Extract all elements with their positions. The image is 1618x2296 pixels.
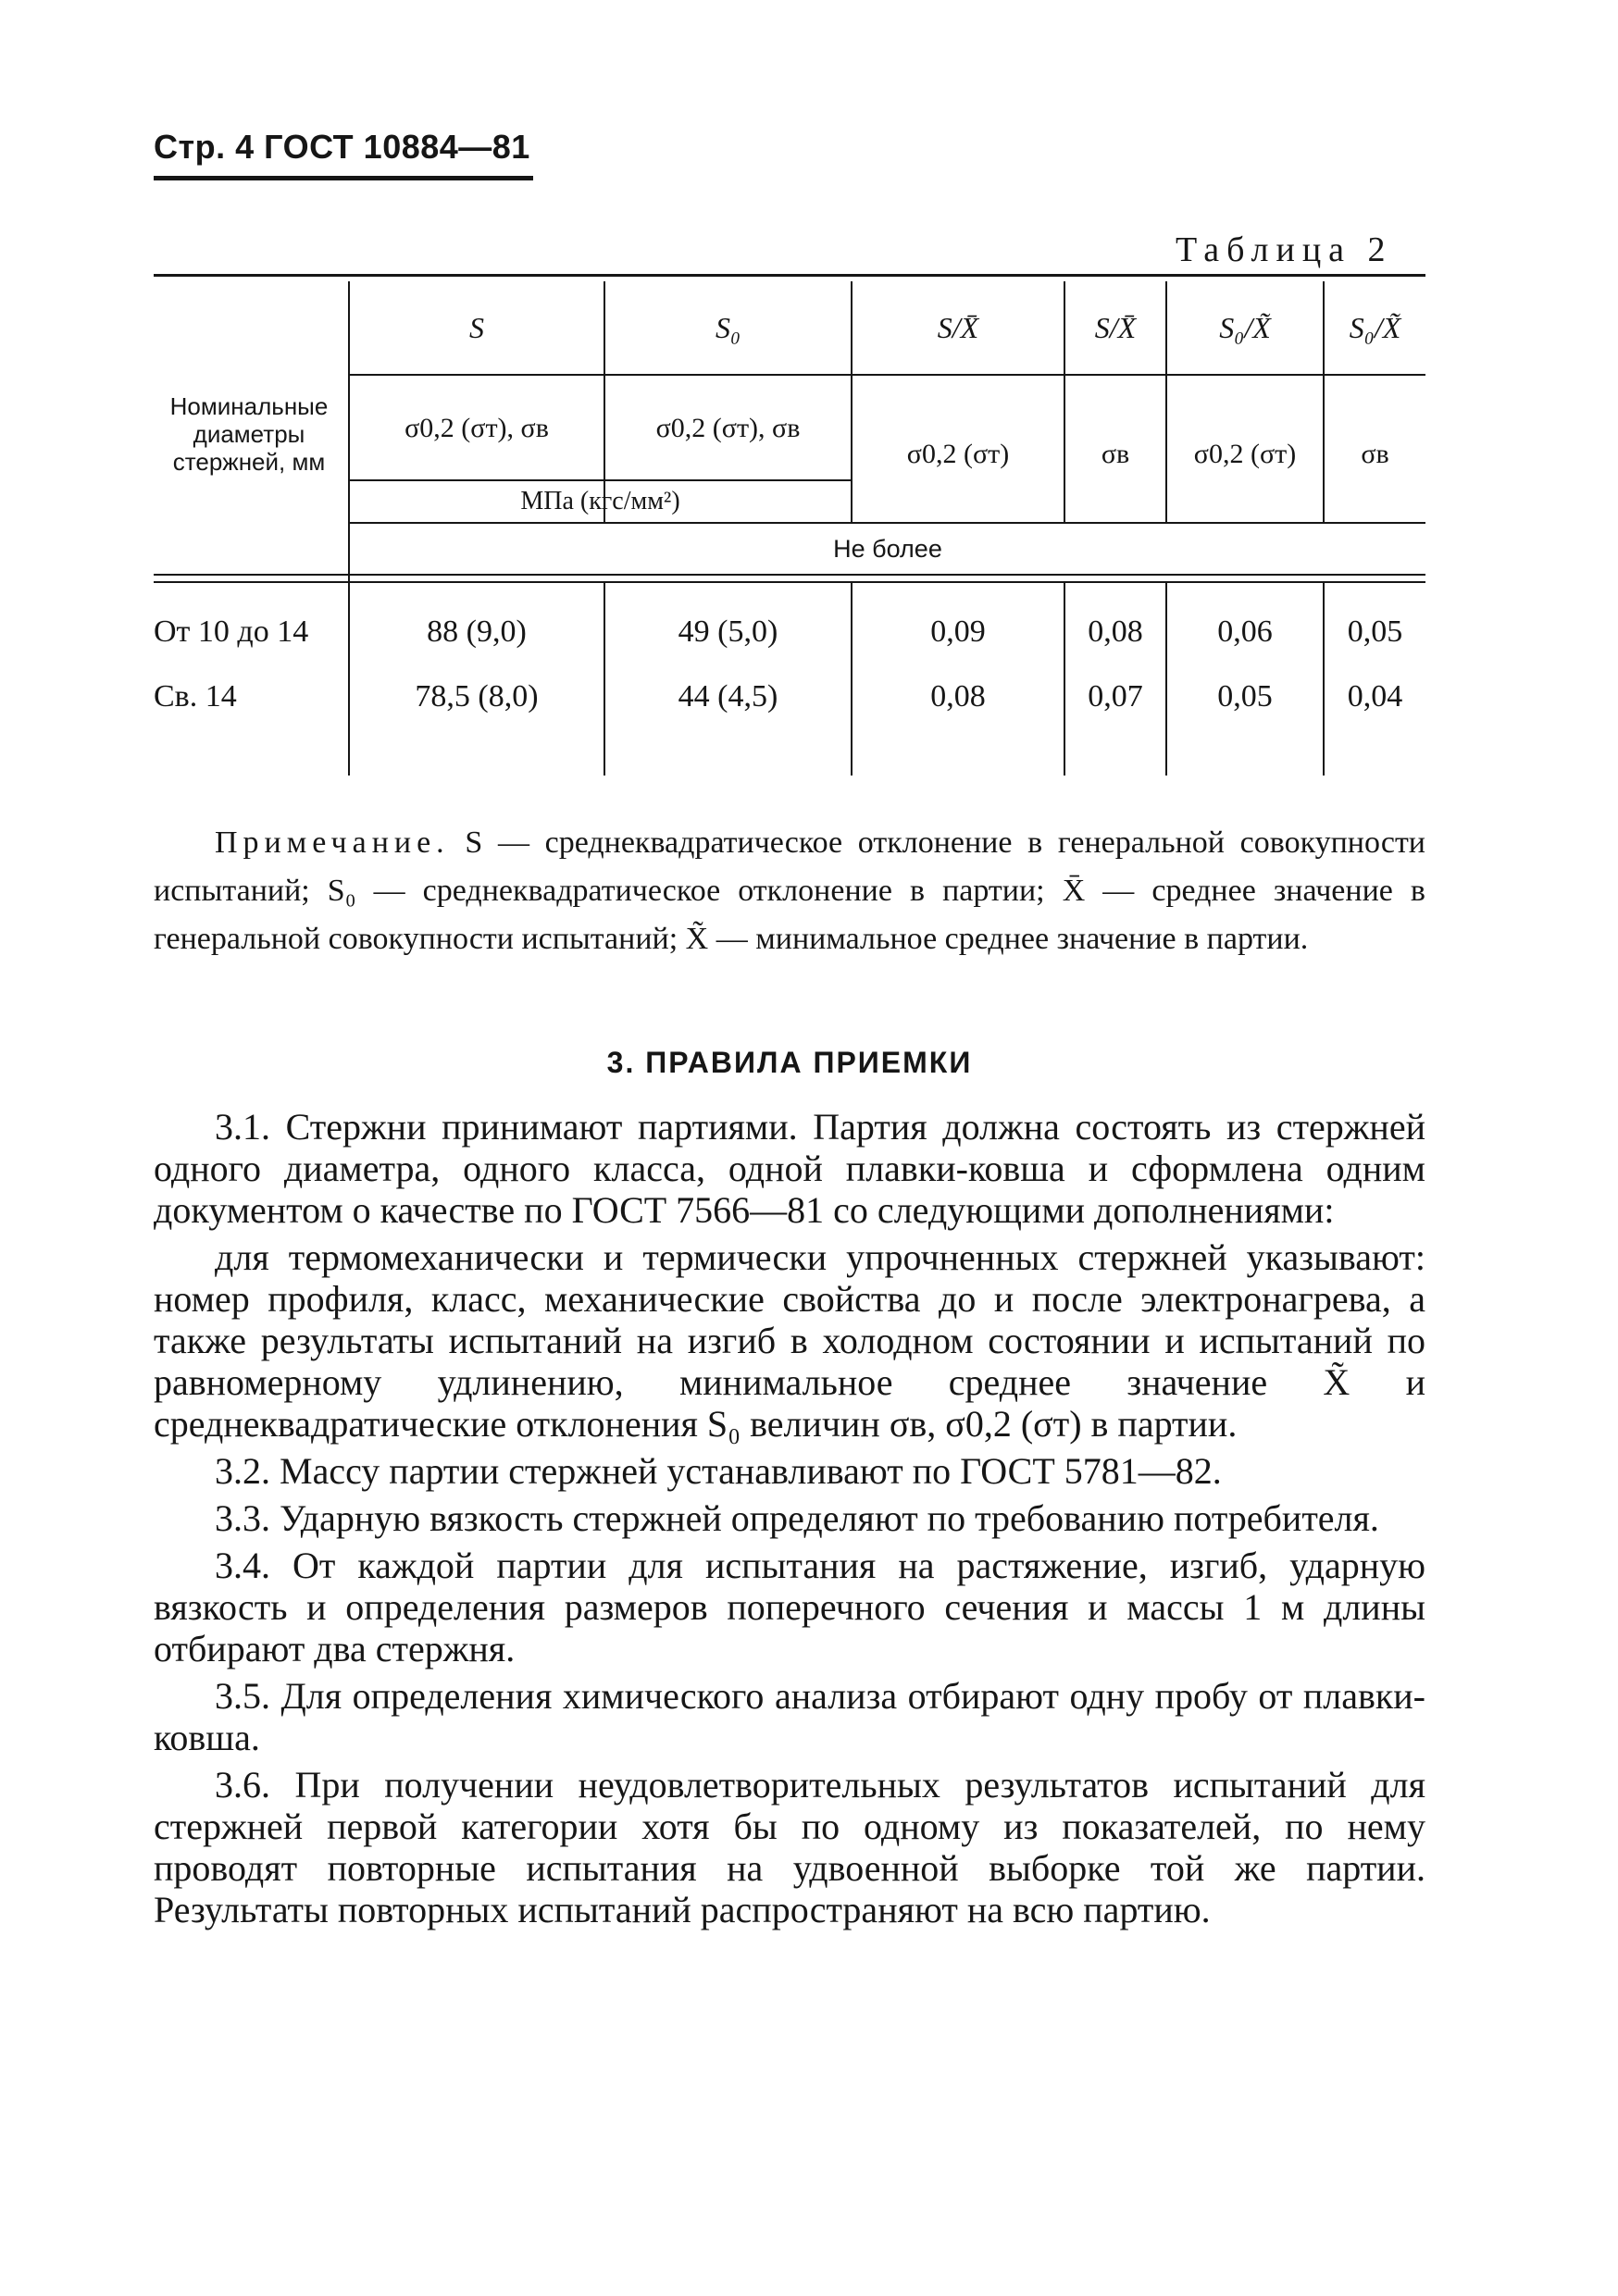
column-header: S₀/X̃ (1219, 311, 1271, 344)
table-row-label: От 10 до 14 (154, 614, 309, 649)
section-title: 3. ПРАВИЛА ПРИЕМКИ (606, 1046, 973, 1079)
paragraph: 3.4. От каждой партии для испытания на растяжение, изгиб, ударную вязкость и определения размеров поперечного сечения и массы 1 м длины отбирают два стержня. (154, 1545, 1425, 1669)
table-cell: 0,06 (1217, 614, 1273, 649)
table-cell: 0,04 (1347, 679, 1403, 714)
table-cell: 0,08 (930, 679, 986, 714)
column-header: S/X̄ (1094, 311, 1137, 344)
header-bottom-rule-1 (154, 574, 1425, 576)
column-subheader: σ0,2 (σт), σв (404, 413, 549, 443)
column-rule (1165, 581, 1167, 776)
data-table (154, 274, 1425, 783)
column-subheader: σ0,2 (σт) (1193, 439, 1297, 469)
header-bottom-rule-2 (154, 581, 1425, 583)
column-subheader: σ0,2 (σт), σв (655, 413, 801, 443)
table-cell: 78,5 (8,0) (415, 679, 539, 714)
table-cell: 0,05 (1347, 614, 1403, 649)
table-note (154, 819, 1425, 963)
table-cell: 49 (5,0) (678, 614, 778, 649)
table-cell: 44 (4,5) (678, 679, 778, 714)
paragraph: 3.6. При получении неудовлетворительных результатов испытаний для стержней первой категории хотя бы по одному из показателей, по нему проводят повторные испытания на удвоенной выборке той же партии. Результаты повторных испытаний распространяют на всю партию. (154, 1764, 1425, 1930)
column-header: S₀ (715, 311, 741, 344)
table-cell: 0,07 (1088, 679, 1143, 714)
column-rule (604, 581, 605, 776)
subheader-row-rule (348, 479, 851, 481)
column-subheader: σв (1101, 439, 1130, 469)
paragraph: для термомеханически и термически упрочненных стержней указывают: номер профиля, класс, механические свойства до и после электронагрева, а также результаты испытаний на изгиб в холодном состоянии и испытаний по равномерному удлинению, минимальное среднее значение X̃ и среднеквадратические отклонения S₀ величин σв, σ0,2 (σт) в партии. (154, 1236, 1425, 1445)
column-header: S/X̄ (937, 311, 979, 344)
paragraph: 3.3. Ударную вязкость стержней определяют по требованию потребителя. (215, 1497, 1379, 1539)
table-cell: 88 (9,0) (427, 614, 527, 649)
column-rule (1323, 581, 1325, 776)
column-header: S (469, 311, 484, 344)
page-header: Стр. 4 ГОСТ 10884—81 (154, 128, 530, 166)
note-text: S — среднеквадратическое отклонение в генеральной совокупности испытаний; S₀ — среднеквадратическое отклонение в партии; X̄ — среднее значение в генеральной совокупности испытаний; X̃ — минимальное среднее значение в партии. (154, 825, 1425, 956)
limit-label: Не более (833, 535, 942, 563)
paragraph: 3.5. Для определения химического анализа отбирают одну пробу от плавки-ковша. (154, 1675, 1425, 1758)
table-cell: 0,08 (1088, 614, 1143, 649)
note-label: Примечание. (215, 825, 450, 860)
table-cell: 0,09 (930, 614, 986, 649)
table-row-label: Св. 14 (154, 679, 237, 714)
table-cell: 0,05 (1217, 679, 1273, 714)
column-rule (1064, 581, 1065, 776)
column-subheader: σв (1361, 439, 1389, 469)
column-rule (851, 581, 853, 776)
units-row-rule (348, 522, 1425, 524)
table-caption: Таблица 2 (1176, 230, 1393, 269)
column-subheader: σ0,2 (σт) (906, 439, 1010, 469)
header-row-rule (348, 374, 1425, 376)
units-label: МПа (кгс/мм²) (520, 487, 680, 515)
column-header: S₀/X̃ (1349, 311, 1401, 344)
paragraph: 3.1. Стержни принимают партиями. Партия должна состоять из стержней одного диаметра, одного класса, одной плавки-ковша и сформлена одним документом о качестве по ГОСТ 7566—81 со следующими дополнениями: (154, 1106, 1425, 1231)
row-header: Номинальные диаметры стержней, мм (169, 392, 329, 476)
table-top-rule (154, 274, 1425, 277)
paragraph: 3.2. Массу партии стержней устанавливают по ГОСТ 5781—82. (215, 1450, 1222, 1492)
section-body (154, 1106, 1425, 1936)
header-rule (154, 176, 533, 180)
